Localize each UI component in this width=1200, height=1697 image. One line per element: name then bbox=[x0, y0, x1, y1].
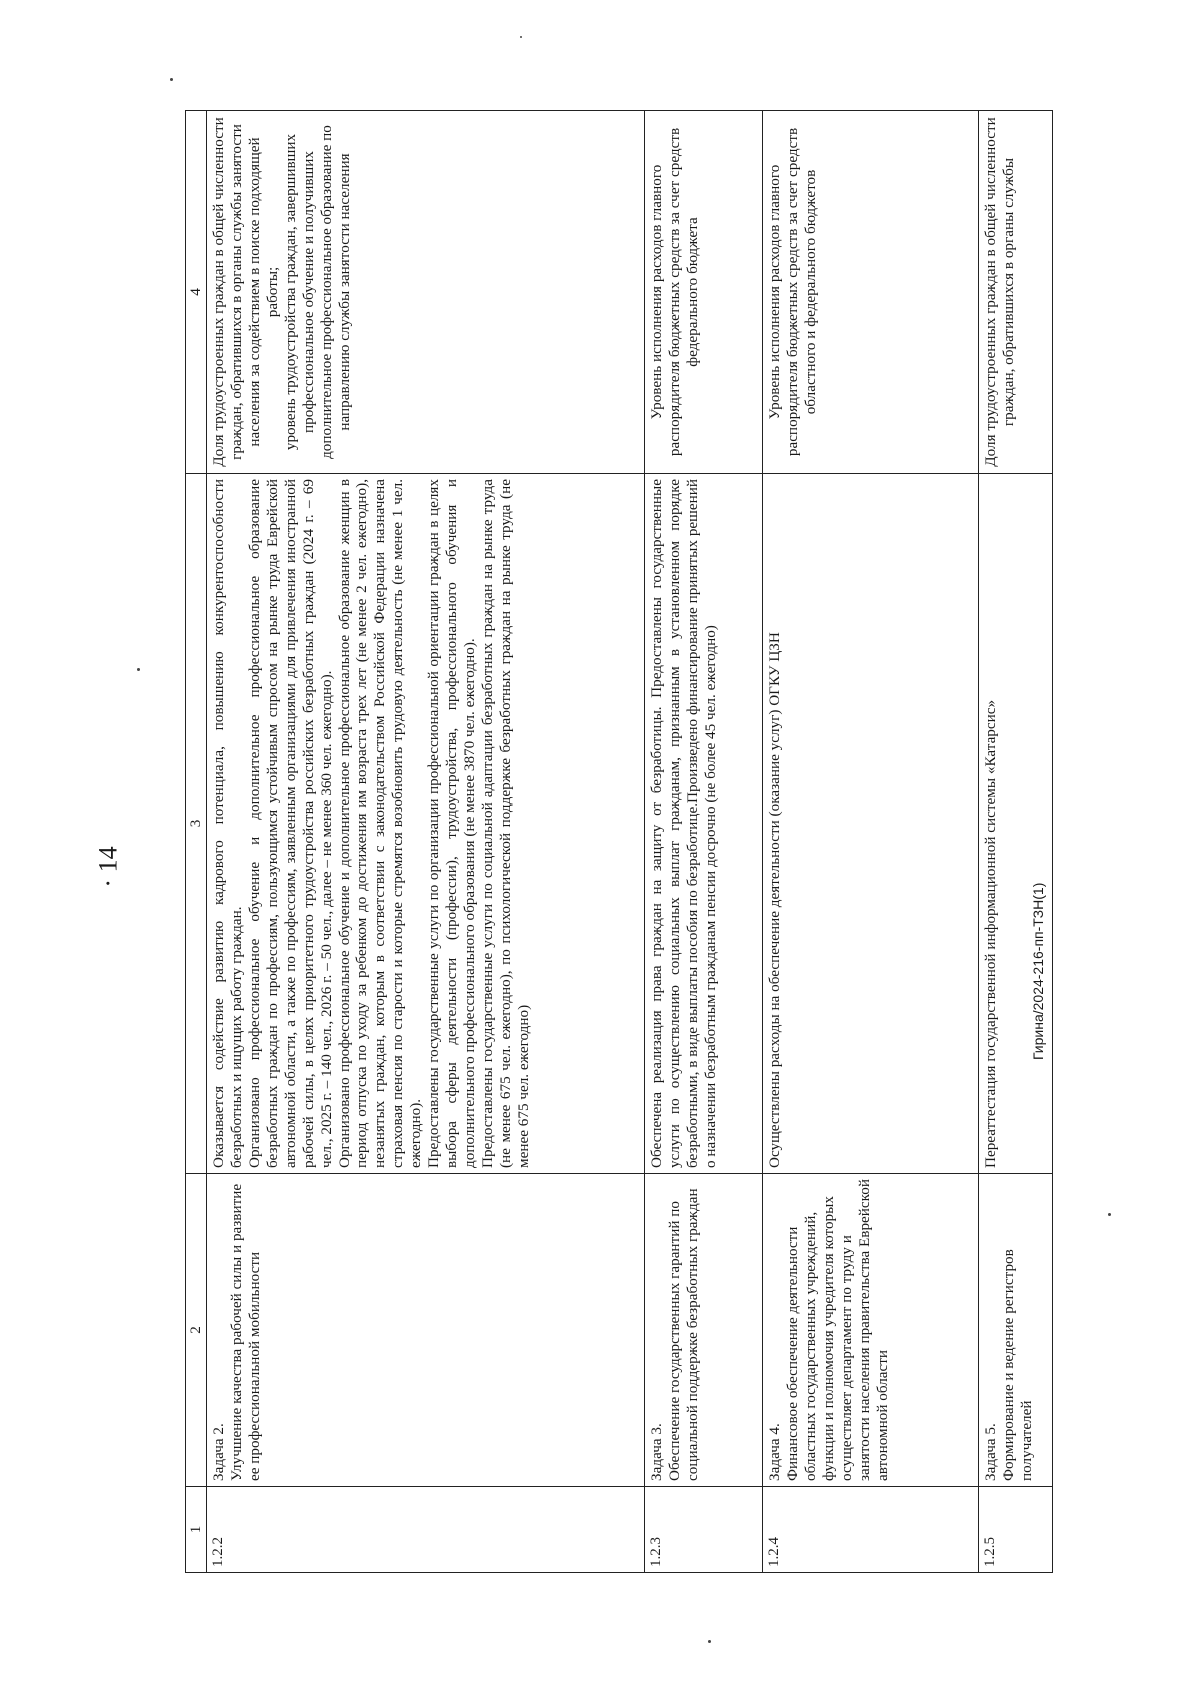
row-number: 1.2.5 bbox=[978, 1487, 1052, 1573]
task-text: Формирование и ведение регистров получателей bbox=[999, 1249, 1035, 1481]
column-header-2: 2 bbox=[186, 1174, 207, 1487]
measures-cell bbox=[206, 474, 644, 1174]
table-row bbox=[644, 111, 762, 1573]
task-label: Задача 2. bbox=[209, 1423, 227, 1481]
tasks-table bbox=[185, 110, 1053, 1573]
scan-speck bbox=[708, 1640, 711, 1643]
task-text: Улучшение качества рабочей силы и развитие ее профессиональной мобильности bbox=[227, 1183, 263, 1481]
measures-cell bbox=[644, 474, 762, 1174]
column-header-1: 1 bbox=[186, 1487, 207, 1573]
document-code: Гирина/2024-216-пп-ТЗН(1) bbox=[1030, 882, 1046, 1060]
page-number: · 14 bbox=[93, 846, 123, 888]
measure-paragraph: Предоставлены государственные услуги по организации профессиональной ориентации граждан в целях выбора сферы деятельности (профессии), трудоустройства, профессионального обучения и дополнительного профессионального образования (не менее 3870 чел. ежегодно). bbox=[425, 479, 479, 1168]
task-label: Задача 4. bbox=[765, 1423, 783, 1481]
table-header-row bbox=[186, 111, 207, 1573]
measure-paragraph: Предоставлены государственные услуги по социальной адаптации безработных граждан на рынке труда (не менее 675 чел. ежегодно), по психологической поддержке безработных граждан на рынке труда (не менее 675 чел. ежегодно) bbox=[479, 479, 532, 1168]
indicators-cell bbox=[762, 111, 978, 474]
measure-paragraph: Обеспечена реализация права граждан на защиту от безработицы. Предоставлены государственные услуги по осуществлению социальных выплат гражданам, признанным в установленном порядке безработными, в виде выплаты пособия по безработице.Произведено финансирование принятых решений о назначении безработным гражданам пенсии досрочно (не более 45 чел. ежегодно) bbox=[647, 479, 719, 1168]
column-header-4: 4 bbox=[186, 111, 207, 474]
task-label: Задача 3. bbox=[647, 1423, 665, 1481]
row-number: 1.2.3 bbox=[644, 1487, 762, 1573]
indicator-paragraph: Доля трудоустроенных граждан в общей численности граждан, обратившихся в органы службы bbox=[981, 117, 1017, 467]
indicator-paragraph: Доля трудоустроенных граждан в общей численности граждан, обратившихся в органы службы занятости населения за содействием в поиске подходящей работы; bbox=[209, 117, 281, 467]
task-cell bbox=[978, 1174, 1052, 1487]
scan-speck bbox=[170, 78, 173, 81]
indicator-paragraph: уровень трудоустройства граждан, завершивших профессиональное обучение и получивших дополнительное профессиональное образование по направлению службы занятости населения bbox=[281, 125, 353, 459]
task-cell bbox=[206, 1174, 644, 1487]
indicator-paragraph: Уровень исполнения расходов главного распорядителя бюджетных средств за счет средств федерального бюджета bbox=[647, 127, 701, 457]
task-cell bbox=[762, 1174, 978, 1487]
table-row bbox=[206, 111, 644, 1573]
task-text: Финансовое обеспечение деятельности областных государственных учреждений, функции и полномочия учредителя которых осуществляет департамент по труду и занятости населения правительства Еврейской автономной области bbox=[783, 1179, 891, 1481]
measures-cell bbox=[762, 474, 978, 1174]
row-number: 1.2.2 bbox=[206, 1487, 644, 1573]
row-number: 1.2.4 bbox=[762, 1487, 978, 1573]
column-header-3: 3 bbox=[186, 474, 207, 1174]
indicator-paragraph: Уровень исполнения расходов главного распорядителя бюджетных средств за счет средств областного и федерального бюджетов bbox=[765, 127, 819, 457]
indicators-cell bbox=[978, 111, 1052, 474]
measure-paragraph: Переаттестация государственной информационной системы «Катарсис» bbox=[981, 699, 999, 1168]
task-text: Обеспечение государственных гарантий по социальной поддержке безработных граждан bbox=[665, 1188, 701, 1481]
measure-paragraph: Организовано профессиональное обучение и дополнительное профессиональное образование женщин в период отпуска по уходу за ребенком до достижения им возраста трех лет (не менее 2 чел. ежегодно), незанятых граждан, которым в соответствии с законодательством Российской Федерации назначена страховая пенсия по старости и которые стремятся возобновить трудовую деятельность (не менее 1 чел. ежегодно). bbox=[335, 479, 425, 1168]
scan-speck bbox=[137, 668, 140, 671]
indicators-cell bbox=[206, 111, 644, 474]
measure-paragraph: Оказывается содействие развитию кадрового потенциала, повышению конкурентоспособности безработных и ищущих работу граждан. bbox=[209, 479, 245, 1168]
scan-speck bbox=[520, 36, 522, 38]
indicators-cell bbox=[644, 111, 762, 474]
table-row bbox=[762, 111, 978, 1573]
task-label: Задача 5. bbox=[981, 1423, 999, 1481]
measure-paragraph: Организовано профессиональное обучение и дополнительное профессиональное образование безработных граждан по профессиям, пользующимся устойчивым спросом на рынке труда Еврейской автономной области, а также по профессиям, заявленным организациями для привлечения иностранной рабочей силы, в целях приоритетного трудоустройства российских безработных граждан (2024 г. – 69 чел., 2025 г. – 140 чел., 2026 г. – 50 чел., далее – не менее 360 чел. ежегодно). bbox=[245, 479, 335, 1168]
measure-paragraph: Осуществлены расходы на обеспечение деятельности (оказание услуг) ОГКУ ЦЗН bbox=[765, 632, 783, 1168]
rotated-table-container bbox=[185, 111, 1053, 1573]
task-cell bbox=[644, 1174, 762, 1487]
scan-speck bbox=[1108, 1213, 1111, 1216]
